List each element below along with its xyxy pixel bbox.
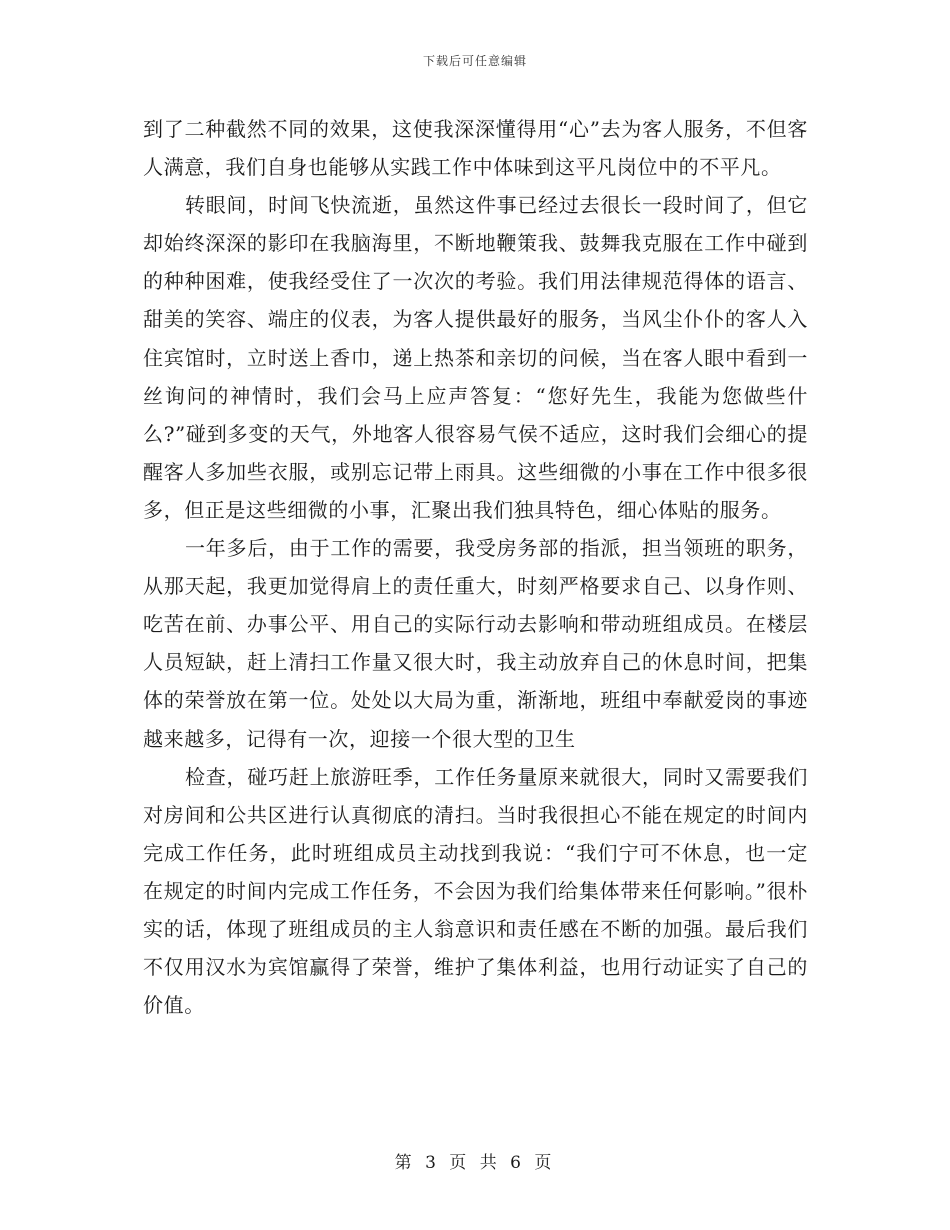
- paragraph-4: 检查，碰巧赶上旅游旺季，工作任务量原来就很大，同时又需要我们对房间和公共区进行认真彻底的清扫。当时我很担心不能在规定的时间内完成工作任务，此时班组成员主动找到我说：“我们宁可不休息，也一定在规定的时间内完成工作任务，不会因为我们给集体带来任何影响。”很朴实的话，体现了班组成员的主人翁意识和责任感在不断的加强。最后我们不仅用汉水为宾馆赢得了荣誉，维护了集体利益，也用行动证实了自己的价值。: [143, 764, 808, 1018]
- page-header: 下载后可任意编辑: [422, 54, 527, 68]
- paragraph-2: 转眼间，时间飞快流逝，虽然这件事已经过去很长一段时间了，但它却始终深深的影印在我脑海里，不断地鞭策我、鼓舞我克服在工作中碰到的种种困难，使我经受住了一次次的考验。我们用法律规范得体的语言、甜美的笑容、端庄的仪表，为客人提供最好的服务，当风尘仆仆的客人入住宾馆时，立时送上香巾，递上热茶和亲切的问候，当在客人眼中看到一丝询问的神情时，我们会马上应声答复：“您好先生，我能为您做些什么?”碰到多变的天气，外地客人很容易气侯不适应，这时我们会细心的提醒客人多加些衣服，或别忘记带上雨具。这些细微的小事在工作中很多很多，但正是这些细微的小事，汇聚出我们独具特色，细心体贴的服务。: [143, 193, 808, 522]
- page-number-footer: 第 3 页 共 6 页: [394, 1153, 556, 1173]
- paragraph-3: 一年多后，由于工作的需要，我受房务部的指派，担当领班的职务，从那天起，我更加觉得肩上的责任重大，时刻严格要求自己、以身作则、吃苦在前、办事公平、用自己的实际行动去影响和带动班组成员。在楼层人员短缺，赶上清扫工作量又很大时，我主动放弃自己的休息时间，把集体的荣誉放在第一位。处处以大局为重，渐渐地，班组中奉献爱岗的事迹越来越多，记得有一次，迎接一个很大型的卫生: [143, 536, 808, 751]
- document-body: [143, 110, 808, 1024]
- paragraph-1: 到了二种截然不同的效果，这使我深深懂得用“心”去为客人服务，不但客人满意，我们自身也能够从实践工作中体味到这平凡岗位中的不平凡。: [143, 117, 808, 180]
